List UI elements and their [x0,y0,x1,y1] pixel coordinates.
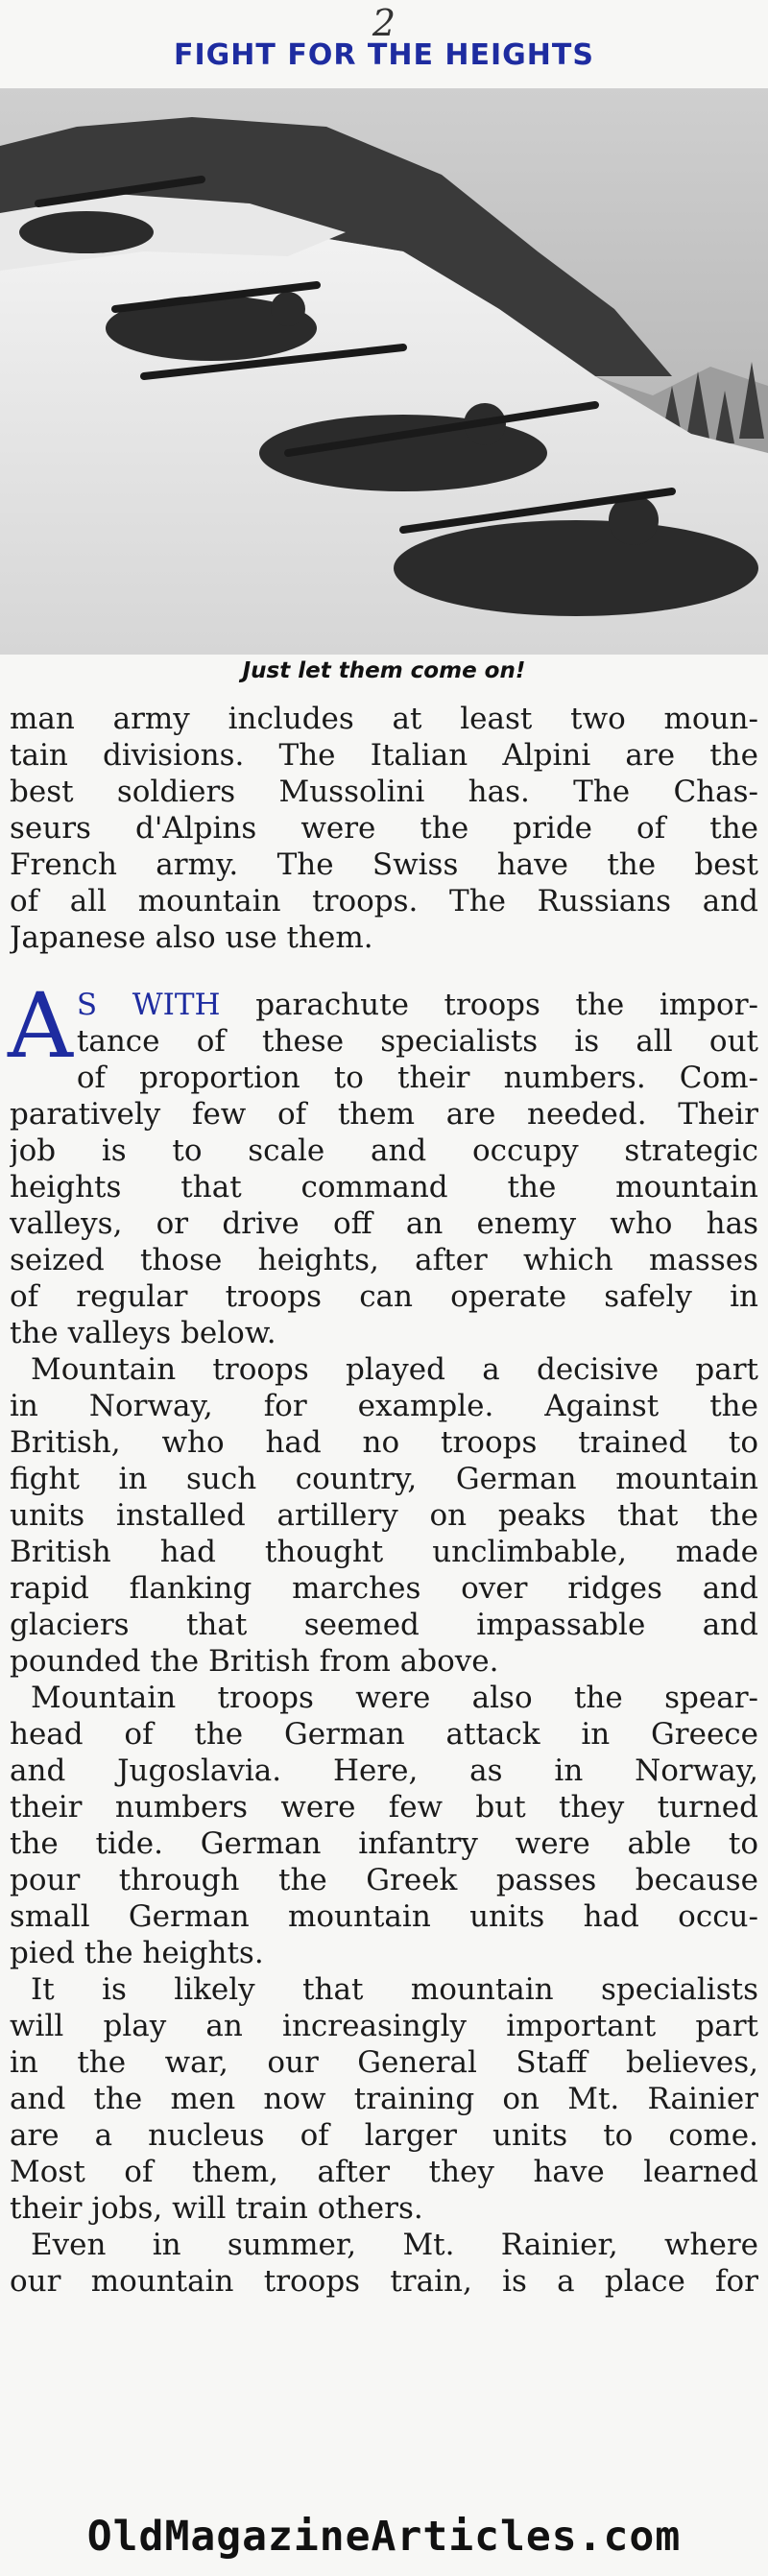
text-line: seized those heights, after which masses [10,1243,758,1277]
paragraph-4 [10,1680,758,1971]
text-line: British had thought unclimbable, made [10,1535,758,1569]
text-line: glaciers that seemed impassable and [10,1608,758,1642]
text-line: pied the heights. [10,1936,264,1970]
text-line: rapid flanking marches over ridges and [10,1571,758,1606]
text-line: in the war, our General Staff believes, [10,2045,758,2080]
text-line [77,987,758,1023]
paragraph-5 [10,1971,758,2227]
text-line: and Jugoslavia. Here, as in Norway, [10,1753,758,1788]
text-line: pour through the Greek passes because [10,1863,758,1897]
text-line: the valleys below. [10,1316,276,1350]
text-line: French army. The Swiss have the best [10,847,758,882]
text-line: head of the German attack in Greece [10,1717,758,1752]
text-line: tain divisions. The Italian Alpini are the [10,738,758,773]
text-line: man army includes at least two moun- [10,702,758,736]
text-line: heights that command the mountain [10,1170,758,1205]
text-line: Japanese also use them. [10,920,373,955]
text-line: Most of them, after they have learned [10,2155,758,2189]
text-line: units installed artillery on peaks that the [10,1498,758,1533]
paragraph-6 [10,2227,758,2300]
page-number: 2 [372,2,396,44]
text-line: Even in summer, Mt. Rainier, where [31,2228,758,2262]
text-line: are a nucleus of larger units to come. [10,2118,758,2153]
text-line: British, who had no troops trained to [10,1425,758,1460]
paragraph-1 [10,701,758,956]
text-line: will play an increasingly important part [10,2009,758,2043]
text-line: It is likely that mountain specialists [31,1972,758,2007]
text-line: tance of these specialists is all out [76,1024,758,1059]
text-line: paratively few of them are needed. Their [10,1097,758,1132]
text-line: their jobs, will train others. [10,2191,423,2226]
text-line: the tide. German infantry were able to [10,1826,758,1861]
text-line: valleys, or drive off an enemy who has [10,1206,758,1241]
lead-words: S WITH [76,988,221,1022]
text-line: of regular troops can operate safely in [10,1279,758,1314]
text-line: and the men now training on Mt. Rainier [10,2082,758,2116]
text-line: small German mountain units had occu- [10,1899,758,1934]
text-line: in Norway, for example. Against the [10,1389,758,1423]
article-body [10,701,758,2300]
section-title: FIGHT FOR THE HEIGHTS [174,38,594,72]
text-line: seurs d'Alpins were the pride of the [10,811,758,846]
text-line: of proportion to their numbers. Com- [76,1061,758,1095]
text-line: pounded the British from above. [10,1644,499,1679]
text-line: fight in such country, German mountain [10,1462,758,1496]
text-line: job is to scale and occupy strategic [10,1133,758,1168]
text-line: Mountain troops played a decisive part [31,1352,758,1387]
paragraph-2 [8,974,758,1351]
text-line: of all mountain troops. The Russians and [10,884,758,918]
drop-cap: A [8,974,73,1079]
paragraph-3 [10,1351,758,1680]
text-line: our mountain troops train, is a place for [10,2264,758,2299]
text-fragment: parachute troops the impor- [220,988,758,1022]
soldiers-in-snow-photo [0,88,768,655]
text-line: Mountain troops were also the spear- [31,1681,758,1715]
photo-caption: Just let them come on! [242,658,526,683]
text-line: best soldiers Mussolini has. The Chas- [10,775,758,809]
text-line: their numbers were few but they turned [10,1790,758,1825]
site-footer: OldMagazineArticles.com [86,2513,682,2561]
